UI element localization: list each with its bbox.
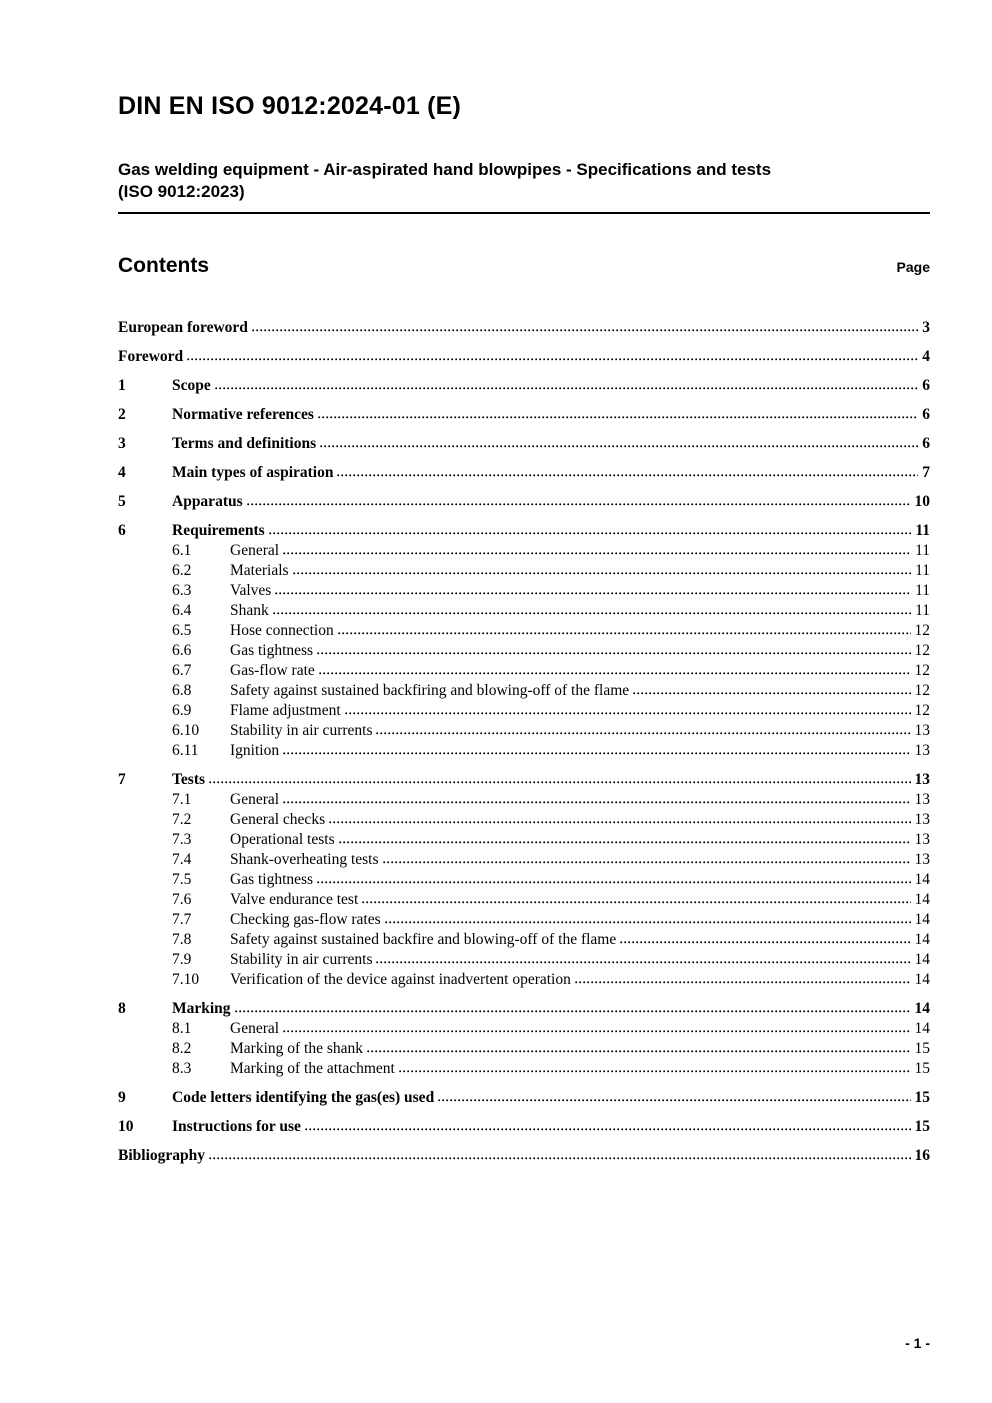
toc-leader-dots (283, 799, 910, 804)
toc-entry-label: Shank-overheating tests (230, 850, 379, 868)
toc-entry-label: Gas tightness (230, 641, 314, 659)
toc-entry (118, 850, 930, 870)
toc-entry-number: 3 (118, 434, 126, 452)
toc-leader-dots (317, 879, 910, 884)
toc-entry-page: 14 (914, 910, 930, 928)
toc-leader-dots (317, 650, 910, 655)
toc-leader-dots (329, 819, 910, 824)
toc-entry-page: 11 (915, 561, 930, 579)
toc-entry (118, 770, 930, 790)
toc-entry (118, 701, 930, 721)
toc-entry (118, 601, 930, 621)
page-number-footer: - 1 - (905, 1335, 930, 1351)
toc-entry-page: 15 (914, 1117, 930, 1135)
toc-entry (118, 347, 930, 367)
toc-leader-dots (252, 327, 918, 332)
toc-entry (118, 376, 930, 396)
toc-entry-page: 15 (914, 1088, 930, 1106)
toc-entry-label: Shank (230, 601, 269, 619)
toc-entry-label: Bibliography (118, 1146, 205, 1164)
toc-entry-label: Marking (172, 999, 231, 1017)
toc-entry (118, 910, 930, 930)
toc-entry-page: 6 (922, 434, 930, 452)
toc-entry-number: 1 (118, 376, 126, 394)
toc-leader-dots (273, 610, 911, 615)
toc-entry-page: 13 (914, 810, 930, 828)
toc-entry-number: 7.6 (172, 890, 192, 908)
toc-leader-dots (269, 530, 912, 535)
toc-entry-number: 6.9 (172, 701, 192, 719)
toc-entry-label: Operational tests (230, 830, 335, 848)
toc-entry-label: General (230, 790, 280, 808)
toc-entry-label: Terms and definitions (172, 434, 317, 452)
toc-leader-dots (399, 1068, 911, 1073)
toc-entry (118, 1088, 930, 1108)
toc-entry-label: Gas tightness (230, 870, 314, 888)
toc-entry-number: 7.5 (172, 870, 192, 888)
toc-entry (118, 999, 930, 1019)
toc-entry (118, 1039, 930, 1059)
toc-leader-dots (320, 443, 918, 448)
toc-entry-number: 7.8 (172, 930, 192, 948)
toc-entry (118, 463, 930, 483)
title-divider-rule (118, 212, 930, 214)
toc-leader-dots (620, 939, 910, 944)
toc-entry-page: 12 (914, 701, 930, 719)
toc-entry (118, 1019, 930, 1039)
toc-entry-label: Valves (230, 581, 272, 599)
toc-entry-page: 7 (922, 463, 930, 481)
toc-leader-dots (293, 570, 912, 575)
toc-entry-number: 6 (118, 521, 126, 539)
toc-entry-label: Verification of the device against inadvertent operation (230, 970, 571, 988)
toc-entry-number: 7 (118, 770, 126, 788)
toc-entry-label: Valve endurance test (230, 890, 359, 908)
toc-entry-label: Ignition (230, 741, 280, 759)
toc-leader-dots (318, 414, 918, 419)
toc-entry-page: 6 (922, 405, 930, 423)
toc-entry-number: 8.2 (172, 1039, 192, 1057)
toc-entry (118, 890, 930, 910)
toc-leader-dots (215, 385, 919, 390)
toc-entry-page: 14 (914, 870, 930, 888)
toc-entry-number: 7.7 (172, 910, 192, 928)
toc-entry-page: 11 (915, 521, 930, 539)
contents-heading: Contents (118, 253, 209, 277)
toc-entry-page: 11 (915, 601, 930, 619)
toc-entry (118, 521, 930, 541)
document-number-title: DIN EN ISO 9012:2024-01 (E) (118, 92, 462, 120)
toc-entry-page: 12 (914, 661, 930, 679)
toc-entry-number: 2 (118, 405, 126, 423)
toc-leader-dots (376, 730, 910, 735)
toc-entry-label: Safety against sustained backfire and blowing-off of the flame (230, 930, 617, 948)
toc-leader-dots (247, 501, 911, 506)
toc-entry-number: 6.8 (172, 681, 192, 699)
toc-entry-label: General (230, 541, 280, 559)
toc-leader-dots (383, 859, 911, 864)
toc-entry-page: 14 (914, 999, 930, 1017)
toc-entry-label: Instructions for use (172, 1117, 301, 1135)
toc-entry (118, 1117, 930, 1137)
toc-leader-dots (376, 959, 910, 964)
page-column-label: Page (896, 258, 930, 275)
toc-entry-page: 14 (914, 950, 930, 968)
toc-leader-dots (575, 979, 911, 984)
toc-entry-number: 8.1 (172, 1019, 192, 1037)
toc-entry (118, 830, 930, 850)
toc-entry-label: Gas-flow rate (230, 661, 315, 679)
toc-entry-number: 7.10 (172, 970, 200, 988)
toc-leader-dots (187, 356, 918, 361)
toc-leader-dots (339, 839, 911, 844)
toc-leader-dots (362, 899, 910, 904)
toc-entry-page: 12 (914, 621, 930, 639)
toc-entry (118, 681, 930, 701)
toc-entry-page: 11 (915, 581, 930, 599)
toc-leader-dots (283, 750, 910, 755)
toc-entry-label: Marking of the attachment (230, 1059, 395, 1077)
toc-entry-label: Scope (172, 376, 211, 394)
toc-entry-page: 13 (914, 741, 930, 759)
toc-leader-dots (338, 630, 911, 635)
toc-entry-number: 6.7 (172, 661, 192, 679)
toc-leader-dots (367, 1048, 910, 1053)
toc-entry-number: 6.5 (172, 621, 192, 639)
toc-leader-dots (319, 670, 911, 675)
toc-leader-dots (345, 710, 911, 715)
toc-leader-dots (275, 590, 911, 595)
toc-entry-label: Stability in air currents (230, 721, 373, 739)
toc-leader-dots (337, 472, 918, 477)
toc-entry-page: 12 (914, 641, 930, 659)
contents-header (118, 254, 930, 278)
toc-entry-label: Normative references (172, 405, 314, 423)
toc-entry-page: 3 (922, 318, 930, 336)
toc-entry-number: 10 (118, 1117, 134, 1135)
toc-entry-page: 14 (914, 970, 930, 988)
toc-leader-dots (385, 919, 911, 924)
toc-entry-page: 11 (915, 541, 930, 559)
toc-entry-page: 13 (914, 790, 930, 808)
toc-entry-label: Code letters identifying the gas(es) used (172, 1088, 435, 1106)
toc-leader-dots (235, 1008, 911, 1013)
document-title (118, 159, 930, 203)
toc-entry-page: 4 (922, 347, 930, 365)
toc-leader-dots (438, 1097, 910, 1102)
toc-entry-page: 6 (922, 376, 930, 394)
toc-entry (118, 492, 930, 512)
toc-entry-page: 14 (914, 930, 930, 948)
toc-entry (118, 870, 930, 890)
toc-entry-label: Foreword (118, 347, 184, 365)
toc-entry (118, 621, 930, 641)
toc-entry-page: 13 (914, 721, 930, 739)
toc-entry (118, 641, 930, 661)
toc-entry-number: 6.6 (172, 641, 192, 659)
toc-entry (118, 434, 930, 454)
toc-entry (118, 405, 930, 425)
toc-entry-page: 15 (914, 1059, 930, 1077)
toc-entry-number: 6.11 (172, 741, 199, 759)
toc-entry (118, 721, 930, 741)
toc-entry-number: 5 (118, 492, 126, 510)
toc-entry (118, 810, 930, 830)
toc-entry-page: 16 (914, 1146, 930, 1164)
toc-entry-label: Stability in air currents (230, 950, 373, 968)
toc-entry-label: Apparatus (172, 492, 243, 510)
toc-entry-number: 7.4 (172, 850, 192, 868)
toc-entry-page: 13 (914, 830, 930, 848)
toc-entry-number: 9 (118, 1088, 126, 1106)
toc-entry-number: 7.1 (172, 790, 192, 808)
toc-entry-number: 8 (118, 999, 126, 1017)
toc-entry-label: Flame adjustment (230, 701, 341, 719)
toc-entry-label: Requirements (172, 521, 265, 539)
toc-leader-dots (209, 779, 910, 784)
toc-entry (118, 661, 930, 681)
toc-entry (118, 950, 930, 970)
toc-entry-number: 7.2 (172, 810, 192, 828)
toc-entry (118, 790, 930, 810)
toc-entry-label: General (230, 1019, 280, 1037)
toc-entry-number: 6.10 (172, 721, 200, 739)
toc-entry (118, 741, 930, 761)
toc-leader-dots (283, 550, 911, 555)
toc-entry-number: 8.3 (172, 1059, 192, 1077)
toc-entry-number: 7.9 (172, 950, 192, 968)
toc-entry-label: Marking of the shank (230, 1039, 364, 1057)
toc-entry (118, 561, 930, 581)
toc-entry-number: 4 (118, 463, 126, 481)
toc-entry-label: Materials (230, 561, 289, 579)
toc-entry (118, 930, 930, 950)
toc-entry-label: Hose connection (230, 621, 334, 639)
toc-entry (118, 1059, 930, 1079)
toc-entry-page: 13 (914, 770, 930, 788)
toc-entry-page: 13 (914, 850, 930, 868)
toc-entry (118, 1146, 930, 1166)
document-title-line1: Gas welding equipment - Air-aspirated hand blowpipes - Specifications and tests (118, 159, 772, 179)
toc-entry-page: 15 (914, 1039, 930, 1057)
toc-leader-dots (283, 1028, 910, 1033)
toc-entry-label: Checking gas-flow rates (230, 910, 381, 928)
toc-entry (118, 581, 930, 601)
document-title-line2: (ISO 9012:2023) (118, 181, 245, 201)
toc-entry-page: 14 (914, 890, 930, 908)
toc-entry-number: 7.3 (172, 830, 192, 848)
toc-leader-dots (633, 690, 910, 695)
toc-entry-number: 6.4 (172, 601, 192, 619)
toc-entry-label: Main types of aspiration (172, 463, 334, 481)
toc-leader-dots (305, 1126, 911, 1131)
toc-entry-number: 6.1 (172, 541, 192, 559)
toc-entry-number: 6.2 (172, 561, 192, 579)
toc-entry-page: 10 (914, 492, 930, 510)
toc-entry-page: 14 (914, 1019, 930, 1037)
toc-entry-page: 12 (914, 681, 930, 699)
toc-entry-number: 6.3 (172, 581, 192, 599)
toc-entry-label: Tests (172, 770, 206, 788)
toc-entry-label: Safety against sustained backfiring and blowing-off of the flame (230, 681, 630, 699)
toc-entry (118, 541, 930, 561)
toc-entry (118, 318, 930, 338)
toc-leader-dots (209, 1155, 911, 1160)
toc-entry-label: European foreword (118, 318, 248, 336)
toc-entry (118, 970, 930, 990)
toc-entry-label: General checks (230, 810, 326, 828)
toc-list (118, 318, 930, 1166)
